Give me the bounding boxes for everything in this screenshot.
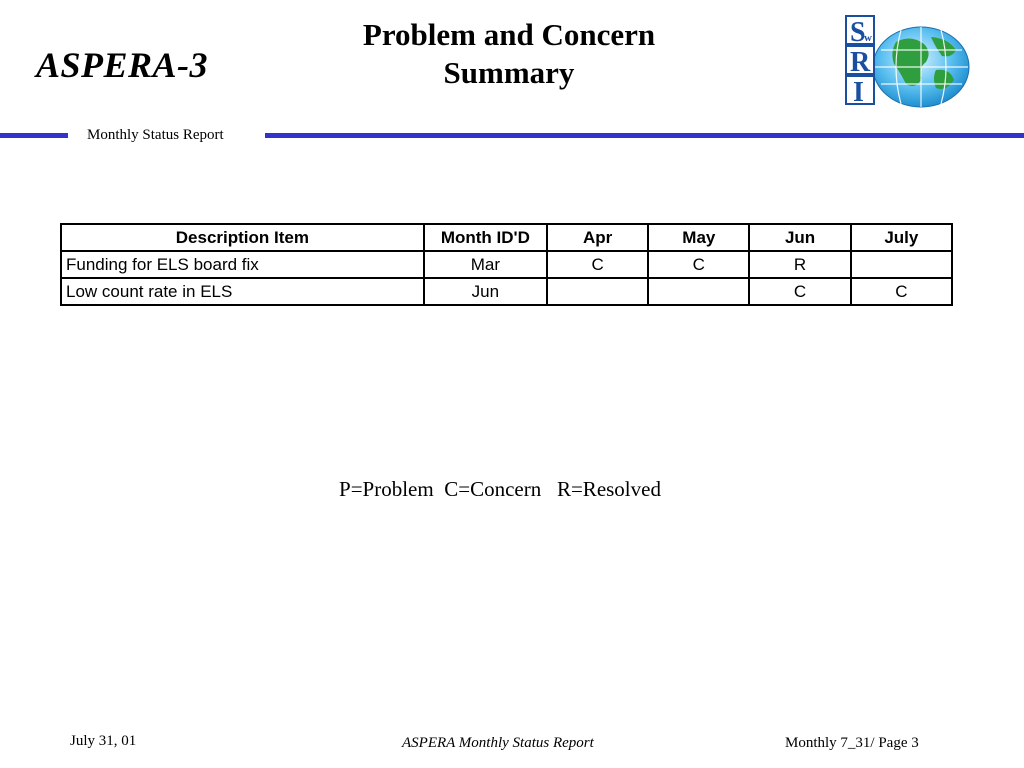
logo-letter-r: R: [850, 47, 871, 78]
table-cell: [648, 278, 749, 305]
footer-page-number: Monthly 7_31/ Page 3: [785, 735, 919, 751]
brand-title: ASPERA-3: [36, 45, 209, 85]
table-cell: Mar: [424, 251, 547, 278]
column-header: Apr: [547, 224, 648, 251]
table-header-row: [61, 224, 952, 251]
page-title-line-1: Problem and Concern: [362, 17, 656, 52]
table-cell: Jun: [424, 278, 547, 305]
table-cell: Low count rate in ELS: [61, 278, 424, 305]
logo-letter-s: S: [850, 17, 866, 48]
column-header: Description Item: [61, 224, 424, 251]
page-title-line-2: Summary: [443, 55, 575, 90]
status-legend-text: P=Problem C=Concern R=Resolved: [339, 477, 661, 501]
table-row: [61, 278, 952, 305]
header-rule-right: [265, 133, 1024, 138]
table-cell: [851, 251, 952, 278]
footer-date: July 31, 01: [70, 733, 137, 749]
header-rule-left: [0, 133, 68, 138]
status-legend: [0, 477, 1000, 502]
footer-report-name: ASPERA Monthly Status Report: [402, 735, 594, 751]
table-cell: C: [648, 251, 749, 278]
problem-summary-table: [60, 223, 953, 306]
table-cell: [547, 278, 648, 305]
logo-letter-i: I: [853, 77, 864, 108]
table-cell: C: [851, 278, 952, 305]
column-header: May: [648, 224, 749, 251]
column-header: July: [851, 224, 952, 251]
report-subtitle: Monthly Status Report: [87, 127, 224, 143]
table-cell: C: [749, 278, 850, 305]
column-header: Jun: [749, 224, 850, 251]
swri-logo: [836, 12, 971, 110]
column-header: Month ID'D: [424, 224, 547, 251]
table-row: [61, 251, 952, 278]
table-cell: Funding for ELS board fix: [61, 251, 424, 278]
table-cell: C: [547, 251, 648, 278]
table-cell: R: [749, 251, 850, 278]
page-title: [300, 16, 718, 92]
logo-letter-w: w: [864, 32, 872, 44]
